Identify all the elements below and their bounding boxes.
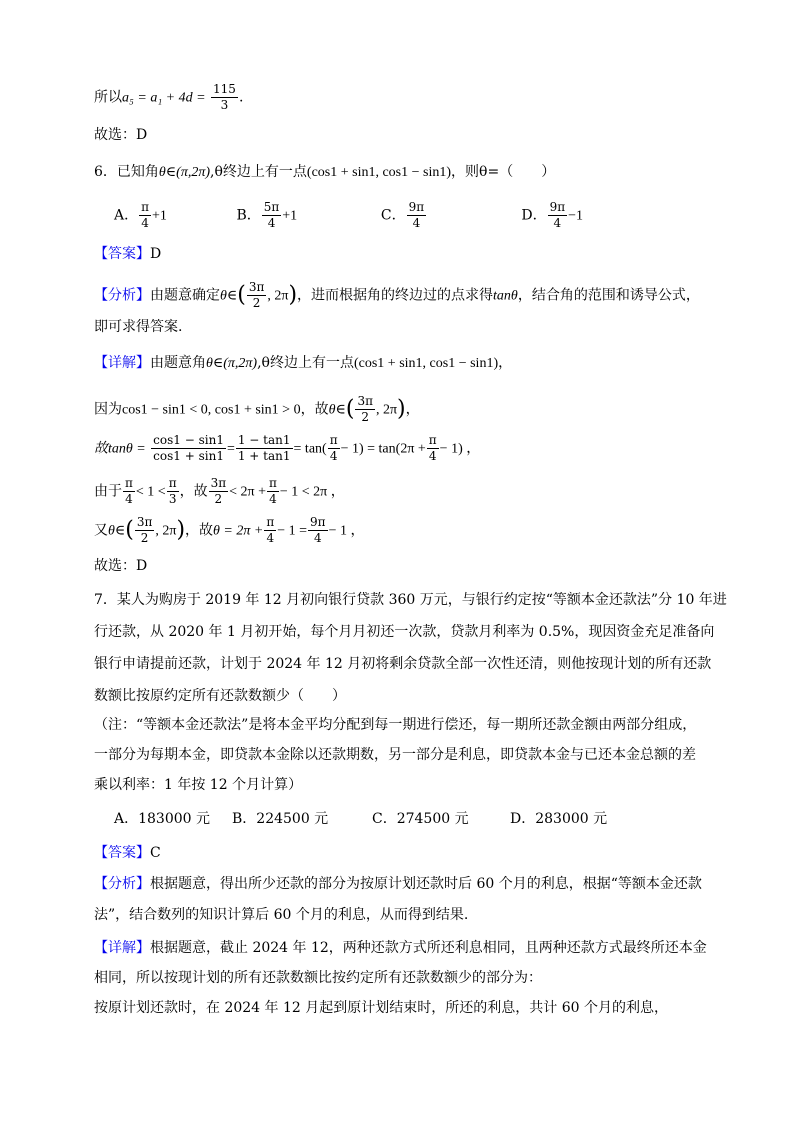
q6-detail-5-frac3 — [308, 515, 328, 546]
q7-answer-value: C — [150, 845, 161, 861]
q6-detail-3-n1: cos1 − sin1 — [153, 433, 224, 447]
q6-detail-5c: ，故 — [185, 522, 214, 539]
q7-detail-tag: 【详解】 — [94, 940, 150, 956]
q6-detail-3-frac4 — [427, 433, 439, 464]
q7-stem-4: 数额比按原约定所有还款数额少（ ） — [94, 688, 346, 704]
q6-detail-2b: cos1 − sin1 < 0, cos1 + sin1 > 0 — [122, 402, 301, 418]
q6-detail-5f: − 1 ， — [328, 523, 365, 539]
q6-analysis-a: 由题意确定 — [150, 287, 220, 304]
q6-detail-4-frac1 — [123, 476, 135, 507]
q6-detail-3-n4: π — [428, 433, 437, 447]
q6-theta-range: θ∈(π,2π) — [158, 165, 211, 180]
q6-detail-5d: θ = 2π + — [213, 523, 264, 539]
q7-stem-2: 行还款，从 2020 年 1 月初开始，每个月月初还一次款，贷款月利率为 0.5%，现因资金充足准备向 — [94, 624, 715, 640]
q7-detail-2: 相同，所以按现计划的所有还款数额比按约定所有还款数额少的部分为： — [94, 970, 542, 986]
q6-option-a-num: π — [141, 200, 150, 214]
q7-detail-3: 按原计划还款时，在 2024 年 12 月起到原计划结束时，所还的利息，共计 60 个月的利息， — [94, 1000, 668, 1016]
q6-option-c[interactable] — [381, 200, 517, 231]
q6-option-b-frac — [262, 200, 282, 231]
q6-detail-4-n4: π — [268, 476, 277, 490]
q6-option-b-num: 5π — [263, 200, 280, 214]
q6-analysis-frac — [247, 280, 267, 311]
q6-option-b-label: B． — [236, 207, 261, 224]
q7-analysis-tag: 【分析】 — [94, 876, 150, 892]
q7-option-a[interactable]: A．183000 元 — [114, 811, 211, 827]
q6-detail-4b: < 1 < — [135, 484, 166, 500]
q6-option-a-tail: +1 — [152, 208, 167, 224]
q6-options — [114, 200, 583, 231]
q6-detail-4-frac3 — [209, 476, 229, 507]
q6-detail-4e: − 1 < 2π ， — [279, 484, 345, 500]
q7-options — [114, 812, 607, 826]
q6-detail-5-d2: 4 — [266, 531, 275, 545]
q6-option-d-frac — [548, 200, 568, 231]
q6-detail-5-n3: 9π — [310, 515, 326, 529]
q6-detail-3-d1: cos1 + sin1 — [153, 449, 224, 463]
q6-detail-3-d3: 4 — [329, 449, 338, 463]
q6-analysis-den: 2 — [252, 296, 261, 310]
q6-option-d[interactable] — [521, 200, 583, 231]
q6-stem-b: ,θ终边上有一点 — [210, 164, 307, 180]
q6-detail-1a: 由题意角 — [150, 355, 206, 371]
q6-detail-4-frac4 — [267, 476, 279, 507]
q6-detail-2: 因为cos1 − sin1 < 0, cos1 + sin1 > 0，故θ∈( $\frac{3\pi}{2}$ , 2π)， — [94, 394, 420, 424]
q6-point: (cos1 + sin1, cos1 − sin1) — [306, 165, 452, 180]
q6-option-c-label: C． — [380, 207, 406, 224]
q7-note-3: 乘以利率：1 年按 12 个月计算） — [94, 777, 303, 793]
q6-answer-value: D — [150, 246, 162, 262]
q6-stem-a: 6．已知角 — [94, 164, 159, 180]
q6-detail-3-frac2 — [236, 433, 293, 464]
result-suffix: . — [238, 89, 244, 106]
q6-detail-2d: θ∈ — [328, 402, 346, 418]
q6-detail-5: 又θ∈( $\frac{3\pi}{2}$ , 2π)，故θ = 2π + $\frac{\pi}{4}$ − 1 = $\frac{9\pi}{4}$ − 1 ， — [94, 515, 365, 545]
q7-option-d[interactable]: D．283000 元 — [510, 811, 608, 827]
q6-detail-4-n3: 3π — [210, 476, 227, 490]
q6-detail-3-frac1 — [151, 433, 226, 464]
result-num: 115 — [213, 82, 236, 96]
q6-detail-3b: = tan( — [293, 441, 327, 457]
q7-stem-1: 7．某人为购房于 2019 年 12 月初向银行贷款 360 万元，与银行约定按“等额本金还款法”分 10 年进 — [94, 592, 727, 608]
q6-analysis-2: 即可求得答案. — [94, 319, 183, 335]
q6-stem-c: ，则θ=（ ） — [451, 164, 556, 180]
q6-option-d-label: D． — [521, 207, 547, 224]
q7-analysis-2: 法”，结合数列的知识计算后 60 个月的利息，从而得到结果. — [94, 907, 469, 923]
result-den: 3 — [220, 98, 229, 112]
q7-stem-3: 银行申请提前还款，计划于 2024 年 12 月初将剩余贷款全部一次性还清，则他按现计划的所有还款 — [94, 656, 712, 672]
q7-answer-tag: 【答案】 — [94, 845, 150, 861]
q6-detail-5-n2: π — [266, 515, 275, 529]
q6-detail-4-d2: 3 — [168, 492, 177, 506]
q6-answer — [94, 247, 161, 261]
q6-detail-1c: ,θ终边上有一点 — [257, 355, 354, 371]
q6-detail-3-eq: = — [226, 441, 235, 457]
q6-analysis-num: 3π — [248, 280, 265, 294]
q6-detail-2e: ， — [405, 401, 420, 418]
q6-detail-4-frac2 — [167, 476, 179, 507]
q6-detail-2a: 因为 — [94, 401, 122, 418]
q6-detail-4-n2: π — [168, 476, 177, 490]
q6-option-a-frac — [139, 200, 151, 231]
q6-detail-4-d1: 4 — [125, 492, 133, 506]
q6-detail-5a: 又 — [94, 522, 108, 539]
q6-detail-1d: (cos1 + sin1, cos1 − sin1) — [353, 356, 499, 371]
q6-analysis-theta: θ∈ — [220, 288, 238, 304]
q6-answer-tag: 【答案】 — [94, 246, 150, 262]
q6-option-b-den: 4 — [267, 216, 276, 230]
result-line — [94, 82, 243, 113]
q6-analysis-tail: , 2π — [267, 288, 289, 304]
q6-detail-1 — [94, 356, 512, 371]
q6-selection: 故选：D — [94, 558, 148, 574]
q6-detail-5-den: 2 — [140, 531, 149, 545]
q7-analysis-1 — [94, 877, 702, 891]
q6-detail-2-num: 3π — [357, 394, 373, 408]
q6-detail-2-tail: , 2π — [375, 402, 398, 418]
result-fraction — [211, 82, 238, 113]
q6-detail-4a: 由于 — [94, 483, 122, 500]
q6-analysis-tan: tanθ — [493, 288, 518, 304]
q6-detail-2-den: 2 — [361, 410, 370, 424]
q6-detail-3-n3: π — [329, 433, 338, 447]
result-prefix: 所以 — [94, 89, 122, 106]
q6-analysis-tag: 【分析】 — [94, 287, 150, 304]
q6-detail-2c: ，故 — [300, 401, 329, 418]
q7-note-1: （注：“等额本金还款法”是将本金平均分配到每一期进行偿还，每一期所还款金额由两部分组成， — [94, 717, 697, 733]
q6-detail-5-d3: 4 — [313, 531, 322, 545]
q7-note-2: 一部分为每期本金，即贷款本金除以还款期数，另一部分是利息，即贷款本金与已还本金总额的差 — [94, 747, 696, 763]
q6-detail-3a: 故tanθ = — [94, 441, 146, 457]
q6-analysis-c: ，结合角的范围和诱导公式， — [517, 287, 700, 304]
q6-detail-1e: ， — [498, 355, 513, 371]
q7-option-b[interactable]: B．224500 元 — [232, 811, 329, 827]
q6-option-d-num: 9π — [549, 200, 566, 214]
q6-detail-4-d3: 2 — [214, 492, 223, 506]
q6-option-a[interactable] — [114, 200, 232, 231]
q6-detail-3-d4: 4 — [428, 449, 437, 463]
q6-detail-5e: − 1 = — [277, 523, 308, 539]
q6-detail-3-frac3 — [328, 433, 340, 464]
q6-detail-4c: ，故 — [179, 483, 208, 500]
q7-option-c[interactable]: C．274500 元 — [372, 811, 469, 827]
q6-detail-4d: < 2π + — [229, 484, 266, 500]
q7-answer — [94, 846, 161, 860]
q6-analysis-1: 【分析】由题意确定θ∈( $\frac{3\pi}{2}$ , 2π)，进而根据角的终边过的点求得tanθ，结合角的范围和诱导公式， — [94, 280, 700, 310]
q6-stem — [94, 165, 555, 180]
q6-detail-3 — [94, 433, 480, 464]
q6-detail-5-frac2 — [264, 515, 276, 546]
q6-detail-5-frac1 — [135, 515, 155, 546]
q6-option-d-den: 4 — [553, 216, 562, 230]
q6-option-a-den: 4 — [141, 216, 149, 230]
result-expr: a₅ = a₁ + 4d = — [122, 90, 206, 106]
q6-detail-3-n2: 1 − tan1 — [237, 433, 291, 447]
q6-option-a-label: A． — [114, 207, 139, 224]
q6-option-c-frac — [407, 200, 427, 231]
q7-analysis-text-1: 根据题意，得出所少还款的部分为按原计划还款时后 60 个月的利息，根据“等额本金还款 — [150, 876, 702, 892]
q6-detail-1b: θ∈(π,2π) — [206, 356, 258, 371]
q6-option-b-tail: +1 — [282, 208, 298, 224]
q7-detail-1 — [94, 941, 707, 955]
q6-detail-3c: − 1) = tan(2π + — [340, 441, 426, 457]
q6-analysis-b: ，进而根据角的终边过的点求得 — [297, 287, 494, 304]
q6-detail-4-d4: 4 — [269, 492, 277, 506]
q6-option-c-num: 9π — [408, 200, 425, 214]
q6-option-c-den: 4 — [412, 216, 421, 230]
q6-detail-3d: − 1) ， — [439, 441, 481, 457]
selection-line: 故选：D — [94, 127, 148, 143]
q6-detail-5-num: 3π — [136, 515, 153, 529]
q6-detail-4-n1: π — [125, 476, 133, 490]
q6-option-d-tail: −1 — [568, 208, 584, 224]
q7-detail-text-1: 根据题意，截止 2024 年 12，两种还款方式所还利息相同，且两种还款方式最终所还本金 — [150, 940, 707, 956]
q6-detail-3-d2: 1 + tan1 — [237, 449, 291, 463]
q6-detail-5b: θ∈ — [108, 523, 126, 539]
q6-detail-5-tail: , 2π — [155, 523, 177, 539]
q6-detail-tag: 【详解】 — [94, 355, 150, 371]
q6-detail-2-frac — [355, 394, 375, 425]
q6-detail-4 — [94, 476, 345, 507]
q6-option-b[interactable] — [236, 200, 376, 231]
